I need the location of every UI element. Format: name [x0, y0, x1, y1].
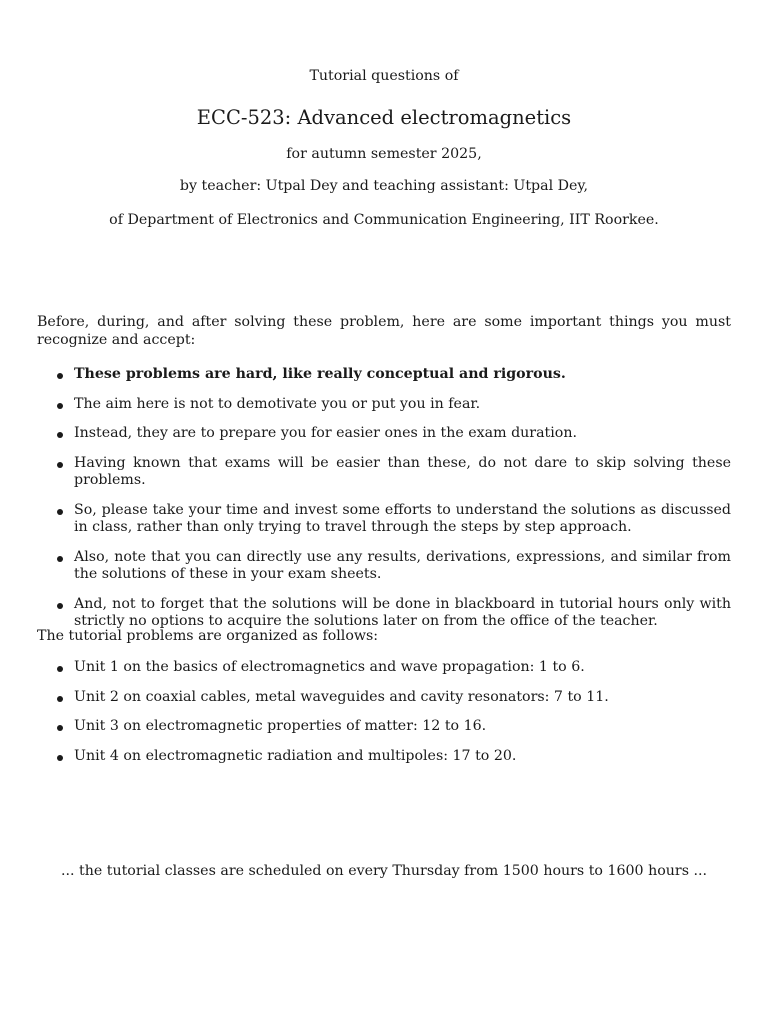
- bullet-icon: [57, 666, 63, 672]
- bullet-icon: [57, 556, 63, 562]
- list-item: [37, 455, 731, 490]
- bullet-icon: [57, 755, 63, 761]
- list-item-text: The aim here is not to demotivate you or put you in fear.: [74, 395, 481, 412]
- course-title: ECC-523: Advanced electromagnetics: [196, 106, 572, 129]
- bullet-icon: [57, 373, 63, 379]
- rules-list: [37, 366, 731, 631]
- list-item: [37, 689, 731, 707]
- footer-note: ... the tutorial classes are scheduled on every Thursday from 1500 hours to 1600 hours ...: [60, 863, 708, 879]
- list-item: [37, 549, 731, 584]
- list-item: [37, 425, 731, 443]
- bullet-icon: [57, 509, 63, 515]
- units-list: [37, 659, 731, 765]
- list-item: [37, 396, 731, 414]
- intro-paragraph: Before, during, and after solving these problem, here are some important things you must recognize and accept:: [37, 314, 731, 348]
- list-item: [37, 718, 731, 736]
- organization-intro: The tutorial problems are organized as follows:: [37, 628, 379, 644]
- header-line: Tutorial questions of: [309, 68, 459, 84]
- teacher-line: by teacher: Utpal Dey and teaching assistant: Utpal Dey,: [179, 178, 589, 194]
- bullet-icon: [57, 403, 63, 409]
- list-item-text: Instead, they are to prepare you for easier ones in the exam duration.: [74, 425, 577, 441]
- list-item: [37, 502, 731, 537]
- list-item: [37, 366, 731, 384]
- list-item-text: And, not to forget that the solutions will be done in blackboard in tutorial hours only with strictly no options to acquire the solutions later on from the office of the teacher.: [74, 595, 731, 629]
- list-item: [37, 659, 731, 677]
- list-item-text: Unit 4 on electromagnetic radiation and multipoles: 17 to 20.: [74, 747, 517, 764]
- list-item: [37, 748, 731, 766]
- list-item-text: Having known that exams will be easier than these, do not dare to skip solving these problems.: [74, 454, 731, 488]
- list-item: [37, 596, 731, 631]
- bullet-icon: [57, 603, 63, 609]
- bullet-icon: [57, 725, 63, 731]
- list-item-text: Unit 1 on the basics of electromagnetics and wave propagation: 1 to 6.: [74, 659, 585, 675]
- list-item-text: These problems are hard, like really conceptual and rigorous.: [74, 366, 566, 382]
- list-item-text: Unit 3 on electromagnetic properties of matter: 12 to 16.: [74, 718, 487, 734]
- list-item-text: Unit 2 on coaxial cables, metal waveguides and cavity resonators: 7 to 11.: [74, 688, 609, 705]
- bullet-icon: [57, 696, 63, 702]
- bullet-icon: [57, 462, 63, 468]
- list-item-text: So, please take your time and invest some efforts to understand the solutions as discussed in class, rather than only trying to travel through the steps by step approach.: [74, 501, 731, 535]
- list-item-text: Also, note that you can directly use any results, derivations, expressions, and similar from the solutions of these in your exam sheets.: [74, 548, 731, 582]
- semester-line: for autumn semester 2025,: [286, 146, 482, 162]
- bullet-icon: [57, 432, 63, 438]
- department-line: of Department of Electronics and Communication Engineering, IIT Roorkee.: [109, 212, 659, 228]
